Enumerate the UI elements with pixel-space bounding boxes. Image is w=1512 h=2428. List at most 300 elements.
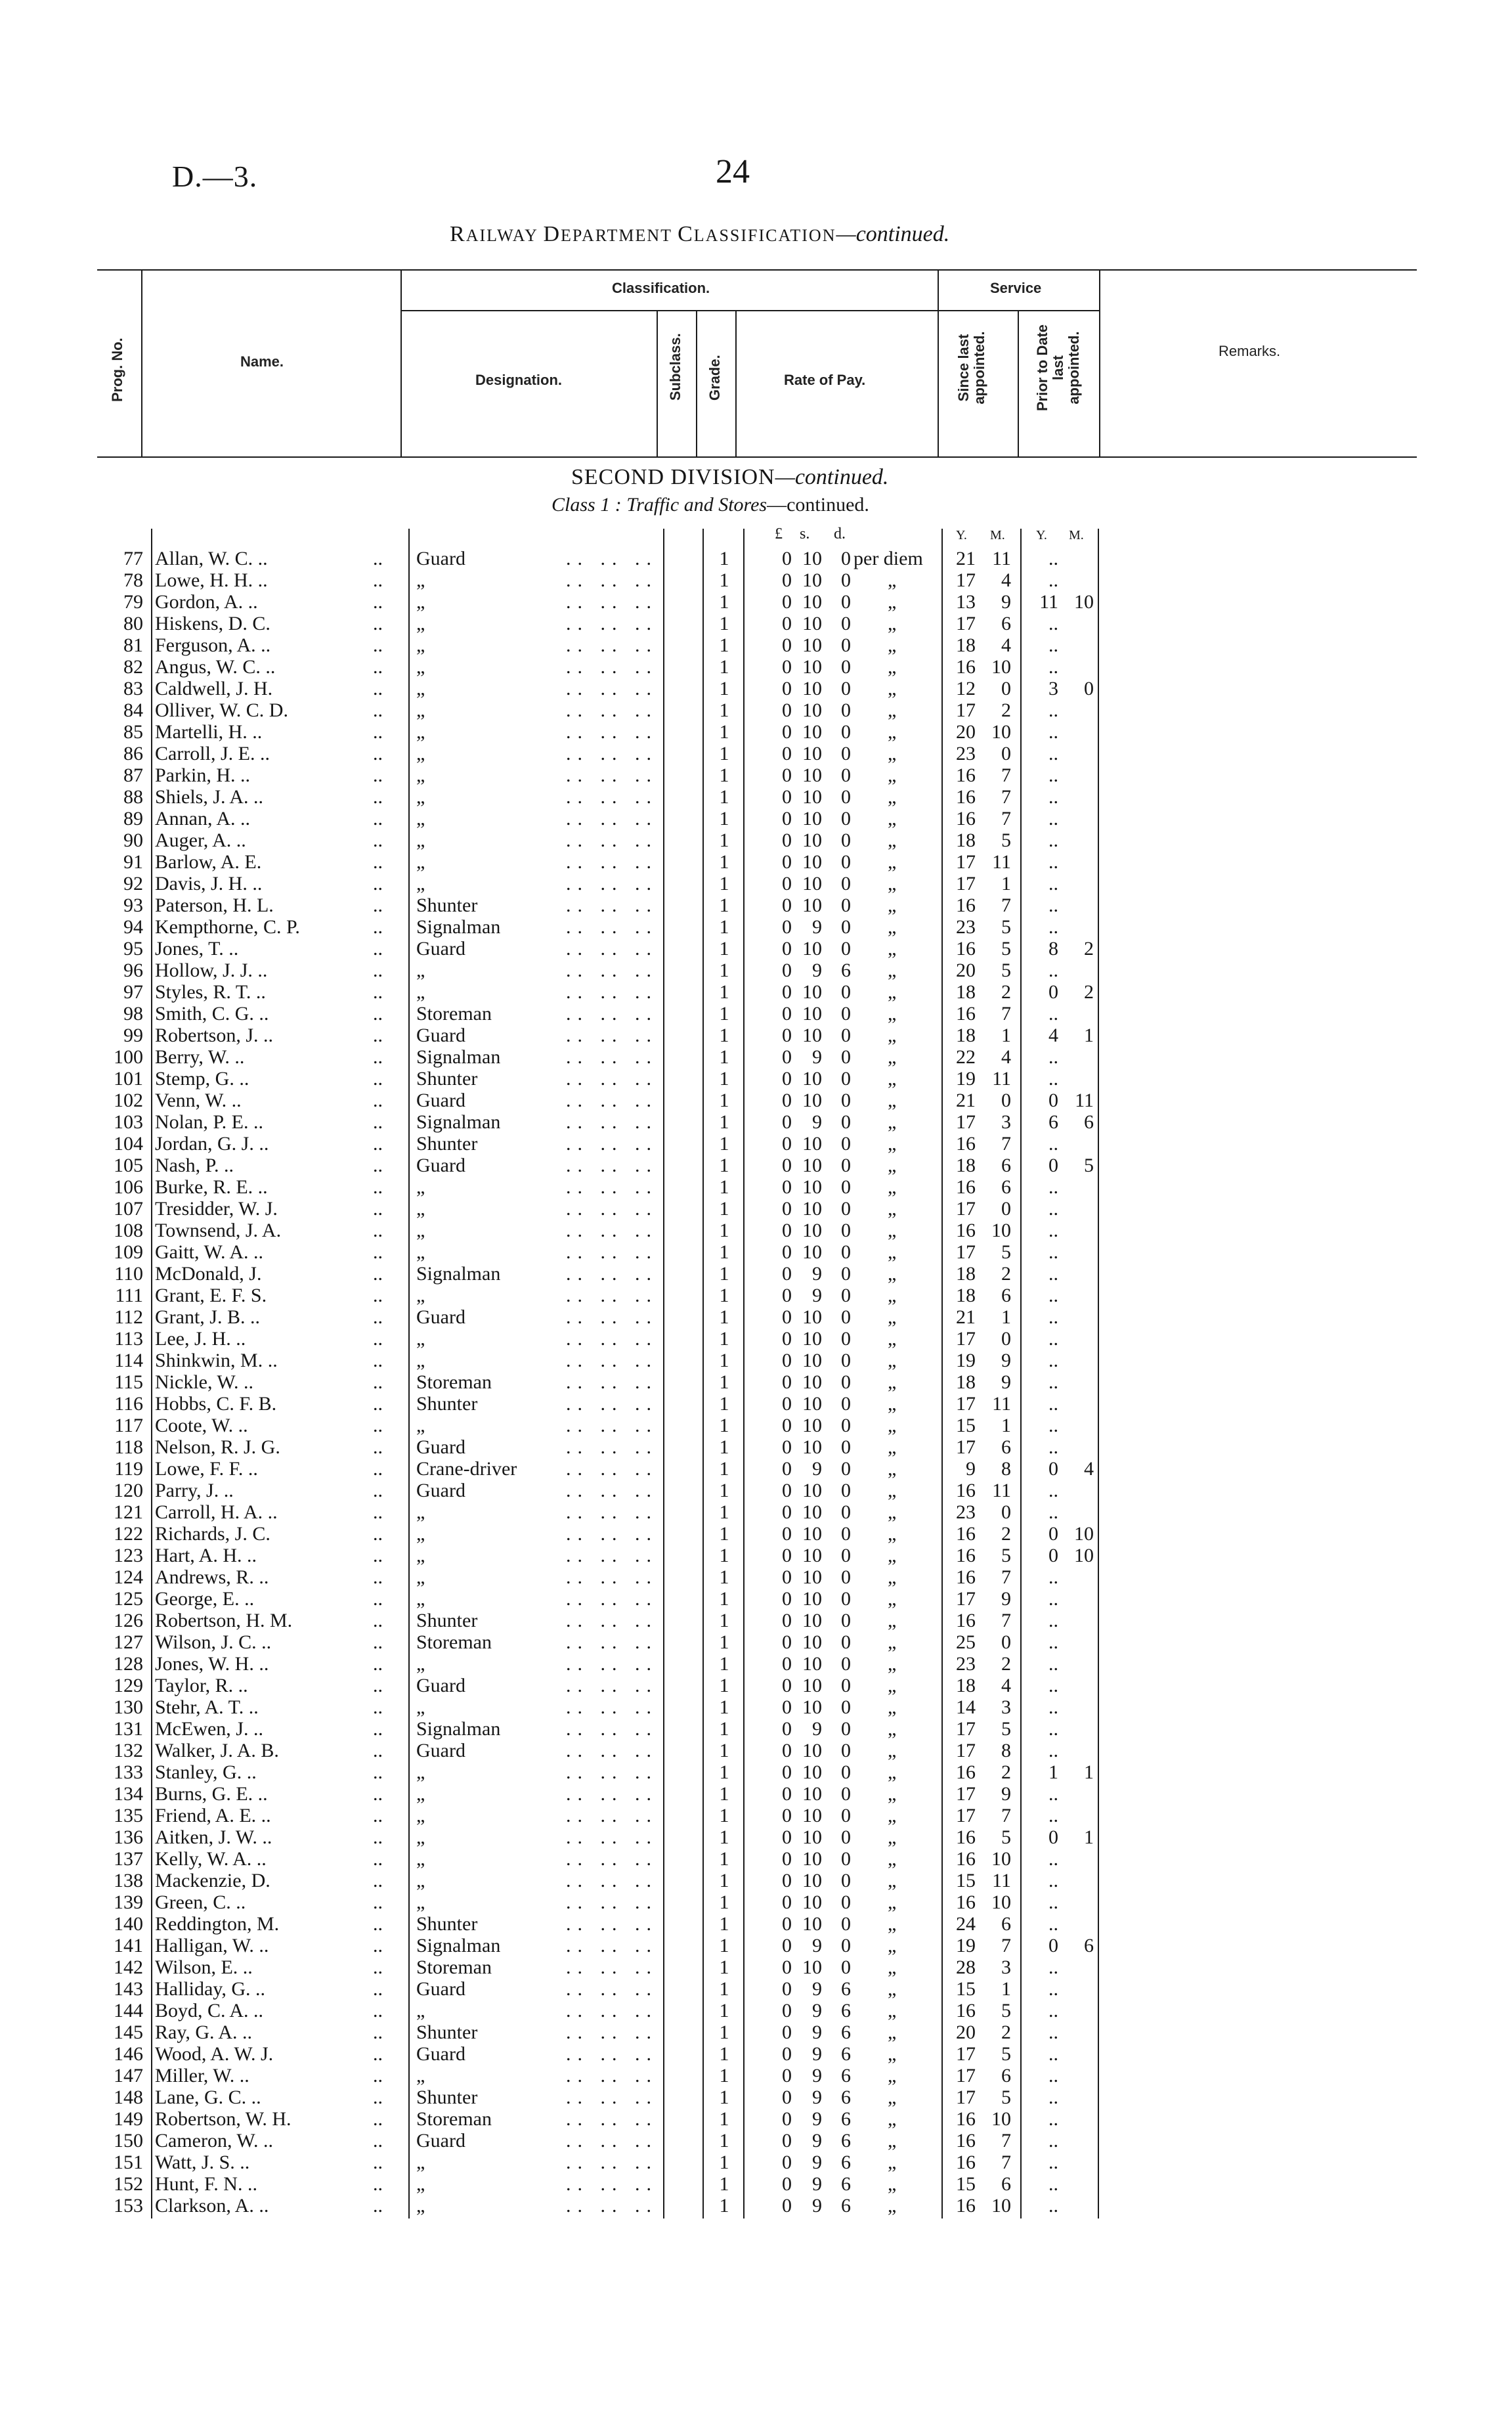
table-row xyxy=(0,591,1512,613)
leader-dots: .. xyxy=(373,1436,383,1458)
designation: Guard xyxy=(416,1740,465,1761)
prior-months: 2 xyxy=(1084,938,1094,960)
pay-pounds: 0 xyxy=(782,1285,792,1306)
prog-no: 89 xyxy=(123,808,143,829)
prior-years: .. xyxy=(1048,1241,1058,1263)
table-row xyxy=(0,1913,1512,1935)
leader-dots: .. .. .. xyxy=(566,1263,658,1285)
prog-no: 125 xyxy=(114,1588,143,1610)
since-years: 17 xyxy=(956,2086,976,2108)
pay-pence: 0 xyxy=(841,1241,851,1263)
prog-no: 121 xyxy=(114,1501,143,1523)
prog-no: 111 xyxy=(115,1285,143,1306)
leader-dots: .. .. .. xyxy=(566,1913,658,1935)
staff-name: Stehr, A. T. .. xyxy=(155,1696,259,1718)
staff-name: Tresidder, W. J. xyxy=(155,1198,278,1220)
since-years: 16 xyxy=(956,938,976,960)
pay-pence: 0 xyxy=(841,938,851,960)
since-months: 5 xyxy=(1001,1545,1011,1566)
header-bottom-rule xyxy=(97,456,1417,458)
prior-years: .. xyxy=(1048,894,1058,916)
grade: 1 xyxy=(719,2108,729,2130)
since-years: 17 xyxy=(956,1393,976,1415)
grade: 1 xyxy=(719,1480,729,1501)
since-years: 17 xyxy=(956,851,976,873)
pay-qualifier: „ xyxy=(888,2000,897,2021)
col-divider xyxy=(657,310,658,456)
staff-name: Friend, A. E. .. xyxy=(155,1805,271,1826)
designation: „ xyxy=(416,1848,425,1870)
since-months: 3 xyxy=(1001,1956,1011,1978)
prog-no: 129 xyxy=(114,1675,143,1696)
leader-dots: .. .. .. xyxy=(566,1956,658,1978)
prog-no: 79 xyxy=(123,591,143,613)
staff-name: Allan, W. C. .. xyxy=(155,548,268,569)
table-row xyxy=(0,1263,1512,1285)
since-months: 10 xyxy=(991,2108,1011,2130)
leader-dots: .. xyxy=(373,1198,383,1220)
pay-shillings: 10 xyxy=(802,1436,822,1458)
pay-qualifier: „ xyxy=(888,2065,897,2086)
table-row xyxy=(0,1415,1512,1436)
pay-pounds: 0 xyxy=(782,1306,792,1328)
pay-pence: 0 xyxy=(841,569,851,591)
table-row xyxy=(0,2086,1512,2108)
leader-dots: .. xyxy=(373,634,383,656)
leader-dots: .. .. .. xyxy=(566,2108,658,2130)
since-years: 18 xyxy=(956,1675,976,1696)
designation: Storeman xyxy=(416,1371,492,1393)
staff-name: Kelly, W. A. .. xyxy=(155,1848,267,1870)
prior-years: .. xyxy=(1048,1415,1058,1436)
table-row xyxy=(0,894,1512,916)
leader-dots: .. .. .. xyxy=(566,1285,658,1306)
prior-years: .. xyxy=(1048,1133,1058,1155)
since-years: 16 xyxy=(956,1133,976,1155)
since-months: 4 xyxy=(1001,634,1011,656)
leader-dots: .. xyxy=(373,764,383,786)
pay-pounds: 0 xyxy=(782,1480,792,1501)
prior-years: .. xyxy=(1048,1480,1058,1501)
prog-no: 96 xyxy=(123,960,143,981)
table-row xyxy=(0,1523,1512,1545)
pay-shillings: 10 xyxy=(802,1566,822,1588)
table-row xyxy=(0,1588,1512,1610)
pay-shillings: 10 xyxy=(802,786,822,808)
staff-name: Carroll, H. A. .. xyxy=(155,1501,278,1523)
header-subclass: Subclass. xyxy=(667,333,683,401)
leader-dots: .. .. .. xyxy=(566,764,658,786)
grade: 1 xyxy=(719,851,729,873)
prog-no: 105 xyxy=(114,1155,143,1176)
designation: „ xyxy=(416,699,425,721)
grade: 1 xyxy=(719,743,729,764)
pay-qualifier: „ xyxy=(888,1263,897,1285)
leader-dots: .. xyxy=(373,2086,383,2108)
table-row xyxy=(0,634,1512,656)
pay-pence: 0 xyxy=(841,916,851,938)
pay-pence: 0 xyxy=(841,1740,851,1761)
designation: „ xyxy=(416,1415,425,1436)
since-years: 15 xyxy=(956,1870,976,1891)
pay-shillings: 10 xyxy=(802,1610,822,1631)
grade: 1 xyxy=(719,1783,729,1805)
table-row xyxy=(0,548,1512,569)
designation: „ xyxy=(416,2065,425,2086)
leader-dots: .. xyxy=(373,1783,383,1805)
since-months: 7 xyxy=(1001,808,1011,829)
pay-pounds: 0 xyxy=(782,1545,792,1566)
pay-qualifier: „ xyxy=(888,1718,897,1740)
staff-name: Gordon, A. .. xyxy=(155,591,258,613)
leader-dots: .. .. .. xyxy=(566,1328,658,1350)
leader-dots: .. xyxy=(373,808,383,829)
designation: „ xyxy=(416,2195,425,2217)
prog-no: 98 xyxy=(123,1003,143,1025)
pay-pence: 0 xyxy=(841,1696,851,1718)
prog-no: 85 xyxy=(123,721,143,743)
pay-pounds: 0 xyxy=(782,1350,792,1371)
prior-months: 10 xyxy=(1074,1545,1094,1566)
pay-pounds: 0 xyxy=(782,1826,792,1848)
pay-pounds: 0 xyxy=(782,721,792,743)
prog-no: 147 xyxy=(114,2065,143,2086)
leader-dots: .. xyxy=(373,591,383,613)
since-months: 6 xyxy=(1001,613,1011,634)
prior-years: .. xyxy=(1048,1566,1058,1588)
pay-pence: 0 xyxy=(841,1805,851,1826)
since-years: 23 xyxy=(956,743,976,764)
pay-qualifier: „ xyxy=(888,1956,897,1978)
prior-months: 5 xyxy=(1084,1155,1094,1176)
division-name: SECOND DIVISION xyxy=(571,465,775,489)
designation: „ xyxy=(416,1285,425,1306)
grade: 1 xyxy=(719,1610,729,1631)
pay-shillings: 9 xyxy=(812,2195,822,2217)
pay-qualifier: „ xyxy=(888,1740,897,1761)
since-months: 5 xyxy=(1001,1826,1011,1848)
leader-dots: .. .. .. xyxy=(566,1545,658,1566)
pay-pounds: 0 xyxy=(782,1025,792,1046)
prog-no: 151 xyxy=(114,2152,143,2173)
pay-qualifier: „ xyxy=(888,1350,897,1371)
designation: Signalman xyxy=(416,1046,501,1068)
pay-qualifier: „ xyxy=(888,1675,897,1696)
prior-years: .. xyxy=(1048,2108,1058,2130)
designation: Guard xyxy=(416,1978,465,2000)
pay-pounds: 0 xyxy=(782,634,792,656)
pay-qualifier: „ xyxy=(888,1783,897,1805)
pay-shillings: 10 xyxy=(802,1306,822,1328)
pay-pence: 0 xyxy=(841,1783,851,1805)
since-months: 5 xyxy=(1001,829,1011,851)
grade: 1 xyxy=(719,1870,729,1891)
prior-years: 0 xyxy=(1048,1523,1058,1545)
grade: 1 xyxy=(719,613,729,634)
staff-name: George, E. .. xyxy=(155,1588,255,1610)
since-years: 23 xyxy=(956,1653,976,1675)
division-heading xyxy=(571,465,888,490)
designation: Guard xyxy=(416,1436,465,1458)
grade: 1 xyxy=(719,1740,729,1761)
leader-dots: .. xyxy=(373,786,383,808)
prior-years: 8 xyxy=(1048,938,1058,960)
designation: Guard xyxy=(416,1025,465,1046)
since-months: 5 xyxy=(1001,2043,1011,2065)
pay-qualifier: „ xyxy=(888,1480,897,1501)
prog-no: 88 xyxy=(123,786,143,808)
pay-pence: 6 xyxy=(841,2108,851,2130)
since-years: 20 xyxy=(956,960,976,981)
leader-dots: .. .. .. xyxy=(566,2086,658,2108)
leader-dots: .. .. .. xyxy=(566,743,658,764)
pay-pence: 0 xyxy=(841,1068,851,1090)
prog-no: 124 xyxy=(114,1566,143,1588)
pay-shillings: 10 xyxy=(802,1631,822,1653)
grade: 1 xyxy=(719,1328,729,1350)
since-years: 16 xyxy=(956,1220,976,1241)
grade: 1 xyxy=(719,1458,729,1480)
table-row xyxy=(0,1328,1512,1350)
since-years: 21 xyxy=(956,548,976,569)
table-row xyxy=(0,1696,1512,1718)
leader-dots: .. .. .. xyxy=(566,1350,658,1371)
since-years: 15 xyxy=(956,1978,976,2000)
pay-pence: 0 xyxy=(841,829,851,851)
class-continued: —continued. xyxy=(767,494,869,516)
pay-shillings: 10 xyxy=(802,569,822,591)
designation: „ xyxy=(416,2152,425,2173)
since-years: 16 xyxy=(956,1566,976,1588)
pay-pence: 0 xyxy=(841,1285,851,1306)
table-row xyxy=(0,1458,1512,1480)
since-months: 2 xyxy=(1001,981,1011,1003)
since-years: 17 xyxy=(956,2043,976,2065)
pay-pence: 0 xyxy=(841,1220,851,1241)
staff-name: Jones, W. H. .. xyxy=(155,1653,269,1675)
leader-dots: .. .. .. xyxy=(566,1415,658,1436)
table-row xyxy=(0,786,1512,808)
prog-no: 130 xyxy=(114,1696,143,1718)
prior-years: .. xyxy=(1048,1328,1058,1350)
leader-dots: .. xyxy=(373,1241,383,1263)
prior-years: 0 xyxy=(1048,981,1058,1003)
staff-name: Wilson, E. .. xyxy=(155,1956,253,1978)
grade: 1 xyxy=(719,721,729,743)
table-row xyxy=(0,764,1512,786)
leader-dots: .. .. .. xyxy=(566,786,658,808)
leader-dots: .. .. .. xyxy=(566,2021,658,2043)
designation: „ xyxy=(416,808,425,829)
pay-pounds: 0 xyxy=(782,916,792,938)
pay-shillings: 10 xyxy=(802,981,822,1003)
since-months: 6 xyxy=(1001,1155,1011,1176)
table-row xyxy=(0,1068,1512,1090)
designation: „ xyxy=(416,1523,425,1545)
designation: Signalman xyxy=(416,1718,501,1740)
since-months: 5 xyxy=(1001,938,1011,960)
leader-dots: .. .. .. xyxy=(566,548,658,569)
staff-name: Robertson, H. M. xyxy=(155,1610,293,1631)
prog-no: 108 xyxy=(114,1220,143,1241)
since-years: 16 xyxy=(956,1610,976,1631)
pay-pence: 6 xyxy=(841,960,851,981)
pay-qualifier: „ xyxy=(888,1285,897,1306)
prior-months: 0 xyxy=(1084,678,1094,699)
pay-qualifier: „ xyxy=(888,916,897,938)
header-since-last-line: appointed. xyxy=(971,331,987,405)
pay-pounds: 0 xyxy=(782,851,792,873)
designation: „ xyxy=(416,743,425,764)
pay-pounds: 0 xyxy=(782,2043,792,2065)
since-months: 7 xyxy=(1001,1566,1011,1588)
pay-pounds: 0 xyxy=(782,1328,792,1350)
since-years: 9 xyxy=(966,1458,976,1480)
since-years: 16 xyxy=(956,1848,976,1870)
pay-pence: 0 xyxy=(841,591,851,613)
since-months: 10 xyxy=(991,721,1011,743)
grade: 1 xyxy=(719,1566,729,1588)
page-reference: D.—3. xyxy=(172,160,258,193)
prior-years: 3 xyxy=(1048,678,1058,699)
designation: „ xyxy=(416,2000,425,2021)
leader-dots: .. .. .. xyxy=(566,1176,658,1198)
grade: 1 xyxy=(719,1826,729,1848)
prog-no: 102 xyxy=(114,1090,143,1111)
pay-qualifier: „ xyxy=(888,1176,897,1198)
grade: 1 xyxy=(719,916,729,938)
since-months: 11 xyxy=(992,548,1011,569)
leader-dots: .. .. .. xyxy=(566,873,658,894)
designation: „ xyxy=(416,960,425,981)
header-prior-line: Prior to Date xyxy=(1034,324,1050,412)
pay-shillings: 10 xyxy=(802,699,822,721)
leader-dots: .. .. .. xyxy=(566,1458,658,1480)
leader-dots: .. .. .. xyxy=(566,1891,658,1913)
pay-pounds: 0 xyxy=(782,1046,792,1068)
prog-no: 142 xyxy=(114,1956,143,1978)
pay-pence: 0 xyxy=(841,1111,851,1133)
pay-shillings: 9 xyxy=(812,2130,822,2152)
since-years: 18 xyxy=(956,1285,976,1306)
since-years: 16 xyxy=(956,2195,976,2217)
since-years: 23 xyxy=(956,916,976,938)
designation: Guard xyxy=(416,1480,465,1501)
table-row xyxy=(0,2000,1512,2021)
table-row xyxy=(0,569,1512,591)
pay-pounds: 0 xyxy=(782,808,792,829)
pay-qualifier: „ xyxy=(888,1155,897,1176)
prior-years: .. xyxy=(1048,1870,1058,1891)
since-months: 6 xyxy=(1001,2173,1011,2195)
designation: „ xyxy=(416,656,425,678)
since-months: 11 xyxy=(992,1068,1011,1090)
designation: Guard xyxy=(416,1090,465,1111)
grade: 1 xyxy=(719,2130,729,2152)
since-years: 18 xyxy=(956,1155,976,1176)
leader-dots: .. xyxy=(373,1133,383,1155)
pay-pounds: 0 xyxy=(782,938,792,960)
pay-qualifier: „ xyxy=(888,1696,897,1718)
pay-qualifier: „ xyxy=(888,851,897,873)
leader-dots: .. xyxy=(373,1956,383,1978)
staff-name: Aitken, J. W. .. xyxy=(155,1826,272,1848)
pay-qualifier: „ xyxy=(888,1241,897,1263)
unit-years-prior: Y. xyxy=(1036,528,1047,542)
pay-shillings: 10 xyxy=(802,656,822,678)
pay-shillings: 10 xyxy=(802,1545,822,1566)
prior-years: .. xyxy=(1048,1371,1058,1393)
leader-dots: .. .. .. xyxy=(566,829,658,851)
grade: 1 xyxy=(719,1263,729,1285)
leader-dots: .. .. .. xyxy=(566,1241,658,1263)
prog-no: 126 xyxy=(114,1610,143,1631)
pay-pounds: 0 xyxy=(782,1631,792,1653)
pay-shillings: 10 xyxy=(802,873,822,894)
pay-shillings: 10 xyxy=(802,1956,822,1978)
pay-shillings: 9 xyxy=(812,2065,822,2086)
since-months: 8 xyxy=(1001,1740,1011,1761)
table-row xyxy=(0,699,1512,721)
prog-no: 114 xyxy=(114,1350,143,1371)
leader-dots: .. .. .. xyxy=(566,1978,658,2000)
leader-dots: .. xyxy=(373,569,383,591)
grade: 1 xyxy=(719,2152,729,2173)
pay-shillings: 10 xyxy=(802,764,822,786)
staff-name: Styles, R. T. .. xyxy=(155,981,266,1003)
table-row xyxy=(0,808,1512,829)
prog-no: 136 xyxy=(114,1826,143,1848)
unit-pence: d. xyxy=(834,525,846,542)
pay-shillings: 9 xyxy=(812,1718,822,1740)
pay-pence: 0 xyxy=(841,1588,851,1610)
prior-years: .. xyxy=(1048,569,1058,591)
grade: 1 xyxy=(719,829,729,851)
since-years: 18 xyxy=(956,1025,976,1046)
table-row xyxy=(0,2173,1512,2195)
pay-shillings: 10 xyxy=(802,1003,822,1025)
staff-name: Parkin, H. .. xyxy=(155,764,250,786)
leader-dots: .. .. .. xyxy=(566,569,658,591)
since-months: 11 xyxy=(992,851,1011,873)
grade: 1 xyxy=(719,1675,729,1696)
unit-months-prior: M. xyxy=(1069,528,1084,542)
pay-shillings: 9 xyxy=(812,2021,822,2043)
leader-dots: .. xyxy=(373,1610,383,1631)
grade: 1 xyxy=(719,548,729,569)
since-months: 4 xyxy=(1001,569,1011,591)
designation: Signalman xyxy=(416,1111,501,1133)
prog-no: 138 xyxy=(114,1870,143,1891)
grade: 1 xyxy=(719,678,729,699)
since-years: 22 xyxy=(956,1046,976,1068)
prog-no: 146 xyxy=(114,2043,143,2065)
table-row xyxy=(0,1891,1512,1913)
designation: Signalman xyxy=(416,1263,501,1285)
prog-no: 106 xyxy=(114,1176,143,1198)
pay-pounds: 0 xyxy=(782,2086,792,2108)
grade: 1 xyxy=(719,1696,729,1718)
leader-dots: .. xyxy=(373,1761,383,1783)
pay-pounds: 0 xyxy=(782,1913,792,1935)
designation: Shunter xyxy=(416,1393,478,1415)
prior-years: .. xyxy=(1048,851,1058,873)
unit-years: Y. xyxy=(956,528,967,542)
table-row xyxy=(0,1480,1512,1501)
unit-shillings: s. xyxy=(800,525,810,542)
grade: 1 xyxy=(719,1913,729,1935)
since-months: 7 xyxy=(1001,894,1011,916)
